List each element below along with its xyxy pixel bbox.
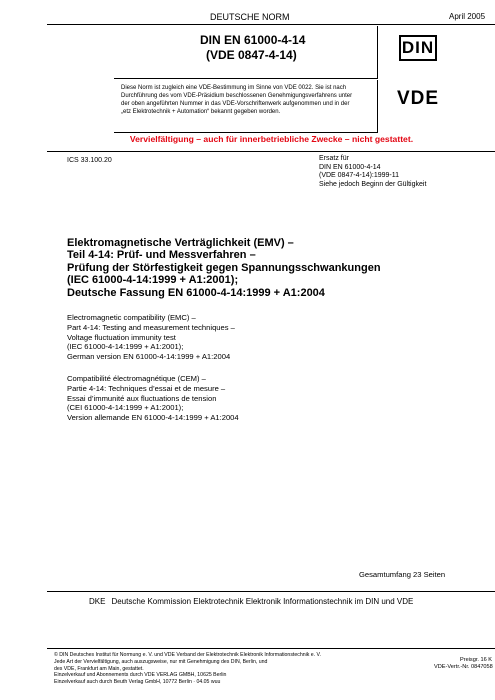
vde-notice [121,84,373,116]
title-fr-line: Version allemande EN 61000-4-14:1999 + A1:2004 [67,413,239,423]
title-en-line: (IEC 61000-4-14:1999 + A1:2001); [67,342,184,352]
vde-classification: (VDE 0847-4-14) [206,48,297,62]
footer-line: des VDE, Frankfurt am Main, gestattet. [54,665,144,672]
title-fr-line: Essai d’immunité aux fluctuations de tension [67,393,217,403]
top-rule [47,24,495,25]
price-info [434,657,492,672]
dke-name: Deutsche Kommission Elektrotechnik Elektronik Informationstechnik im DIN und VDE [111,597,414,606]
notice-line: Durchführung des vom VDE-Präsidium beschlossenen Genehmigungsverfahrens unter [121,93,353,99]
title-french [67,374,487,423]
title-german [67,237,487,299]
replacement-line: (VDE 0847-4-14):1999-11 [319,172,400,180]
title-en-line: Electromagnetic compatibility (EMC) – [67,313,196,322]
copyright-footer [54,652,414,686]
footer-line: Einzelverkauf und Abonnements durch VDE VERLAG GMBH, 10625 Berlin [54,672,227,679]
title-en-line: Part 4-14: Testing and measurement techniques – [67,322,235,332]
copy-warning: Vervielfältigung – auch für innerbetriebliche Zwecke – nicht gestattet. [129,134,414,144]
replacement-line: DIN EN 61000-4-14 [319,163,381,171]
order-number: VDE-Vertr.-Nr. 0847058 [434,664,493,671]
replacement-info [319,155,489,189]
notice-line: der oben angeführten Nummer in das VDE-Vorschriftenwerk aufgenommen und in der [121,101,350,107]
divider [47,648,495,649]
divider [47,591,495,592]
title-en-line: Voltage fluctuation immunity test [67,332,176,342]
title-en-line: German version EN 61000-4-14:1999 + A1:2004 [67,352,231,362]
standard-number: DIN EN 61000-4-14 [200,33,306,47]
vde-logo-icon: VDE [397,88,440,109]
title-english [67,313,487,362]
dke-line [89,597,413,606]
title-fr-line: Partie 4-14: Techniques d’essai et de mesure – [67,383,226,393]
norm-type: DEUTSCHE NORM [210,12,290,22]
title-fr-line: Compatibilité électromagnétique (CEM) – [67,374,206,383]
title-fr-line: (CEI 61000-4-14:1999 + A1:2001); [67,403,184,413]
ics-code: ICS 33.100.20 [67,157,112,164]
title-de-line: Prüfung der Störfestigkeit gegen Spannungsschwankungen [67,261,381,274]
title-de-line: Teil 4-14: Prüf- und Messverfahren – [67,249,256,262]
footer-line: © DIN Deutsches Institut für Normung e. V. und VDE Verband der Elektrotechnik Elektronik Informationstechnik e. V. [54,652,321,658]
din-logo-icon: DIN [399,35,437,61]
issue-date: April 2005 [449,12,486,21]
price-group: Preisgr. 16 K [459,657,492,663]
footer-line: Jede Art der Vervielfältigung, auch auszugsweise, nur mit Genehmigung des DIN, Berlin, und [54,658,268,665]
footer-line: Einzelverkauf auch durch Beuth Verlag GmbH, 10772 Berlin · 04.05 wuu [54,679,221,686]
title-de-line: Deutsche Fassung EN 61000-4-14:1999 + A1:2004 [67,286,325,299]
notice-line: „etz Elektrotechnik + Automation“ bekannt gegeben worden. [121,109,281,115]
title-de-line: Elektromagnetische Verträglichkeit (EMV) – [67,237,294,249]
replacement-line: Siehe jedoch Beginn der Gültigkeit [319,180,427,188]
replacement-line: Ersatz für [319,155,349,162]
total-pages: Gesamtumfang 23 Seiten [359,570,446,579]
title-de-line: (IEC 61000-4-14:1999 + A1:2001); [67,274,239,287]
divider [47,151,495,152]
notice-line: Diese Norm ist zugleich eine VDE-Bestimmung im Sinne von VDE 0022. Sie ist nach [121,85,347,91]
dke-abbr: DKE [89,597,106,606]
